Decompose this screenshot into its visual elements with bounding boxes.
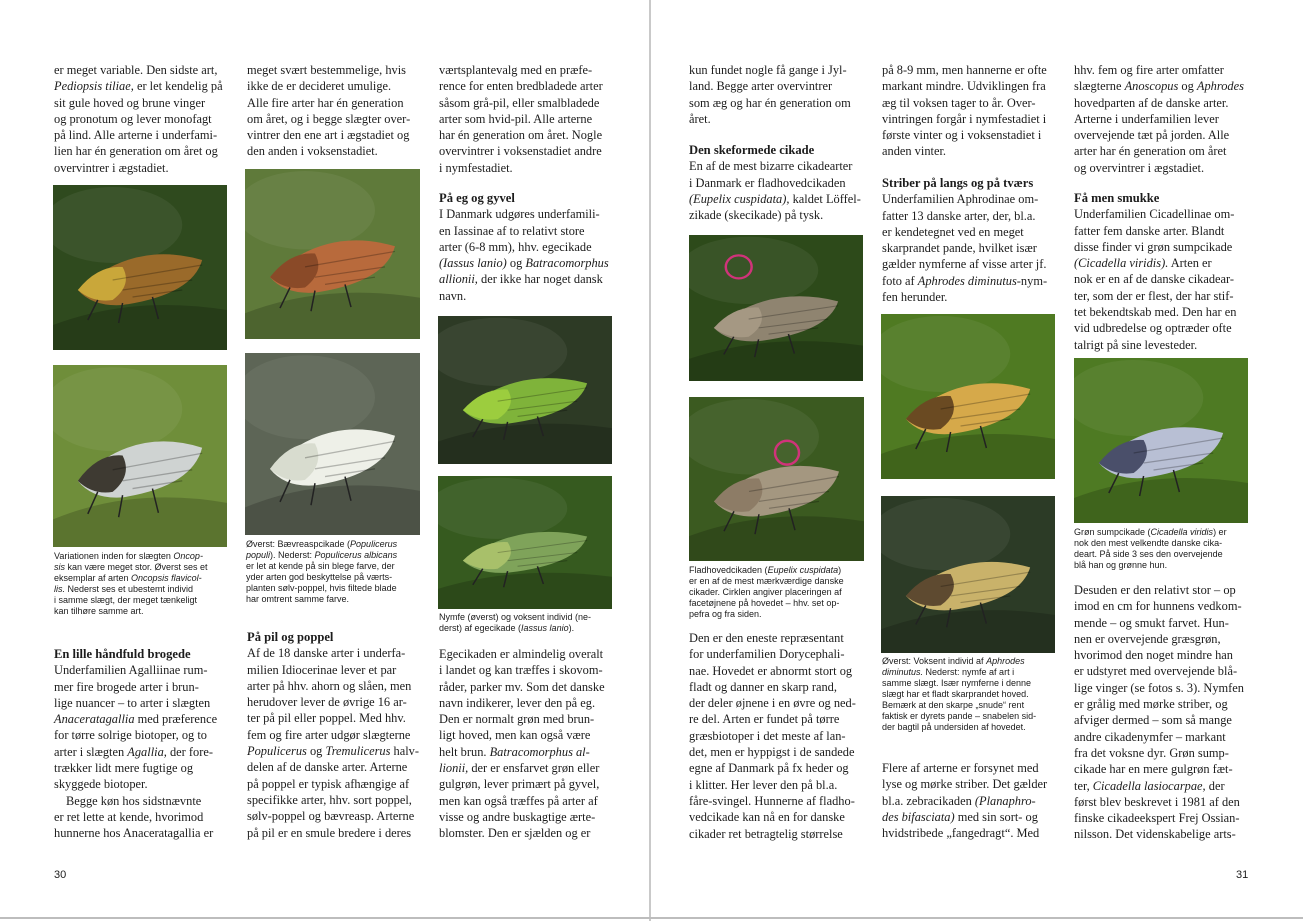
left-col1-top-text: er meget variable. Den sidste art, Pediopsis tiliae, er let kendelig på sit gule hoved og brune vinger og pronotum og lever monofagt på lind. Alle arterne i underfami- lien har én generation om året og overvintrer i ægstadiet. xyxy=(54,63,223,175)
photo-eupelix-side xyxy=(689,397,864,561)
insect-photo-graphic xyxy=(438,476,612,609)
caption-eupelix: Fladhovedcikaden (Eupelix cuspidata) er en af de mest mærkværdige danske cikader. Cirklen angiver placeringen af facetøjnene på hovedet – hhv. set op- pefra og fra siden. xyxy=(689,565,844,619)
insect-photo-graphic xyxy=(245,353,420,535)
photo-iassus-nymph xyxy=(438,316,612,464)
left-col1-caption xyxy=(54,551,234,617)
heading-faa-men-smukke: Få men smukke xyxy=(1074,191,1160,205)
right-col1-bottom xyxy=(689,630,869,842)
right-col2-bottom-text: Flere af arterne er forsynet med lyse og mørke striber. Det gælder bl.a. zebracikaden (Planaphro- des bifasciata) med sin sort- og hvidstribede „fangedragt“. Med xyxy=(882,761,1048,841)
caption-populicerus: Øverst: Bævreaspcikade (Populicerus populi). Nederst: Populicerus albicans er let at kende på sin blege farve, der yder arten god beskyttelse på værts- planten sølv-poppel, hvis filtede blade har omtrent samme farve. xyxy=(246,539,398,604)
insect-photo-graphic xyxy=(438,316,612,464)
left-col3-mid xyxy=(439,190,619,304)
left-col2-top-text: meget svært bestemmelige, hvis ikke de er decideret umulige. Alle fire arter har én generation om året, og i begge slægter over- vintrer den ene art i ægstadiet og den anden i voksenstadiet. xyxy=(247,63,411,159)
insect-photo-graphic xyxy=(53,185,227,350)
left-col3-top xyxy=(439,62,619,176)
left-col1-bottom xyxy=(54,646,232,842)
left-col1-top xyxy=(54,62,232,176)
insect-photo-graphic xyxy=(881,496,1055,653)
insect-photo-graphic xyxy=(689,235,863,381)
right-col2-top-text: på 8-9 mm, men hannerne er ofte markant mindre. Udviklingen fra æg til voksen tager to år. Over- vintringen forgår i nymfestadiet i første vinter og i voksenstadiet i anden vinter. xyxy=(882,63,1047,159)
right-col1-top-text: kun fundet nogle få gange i Jyl- land. Begge arter overvintrer som æg og har én generation om året. xyxy=(689,63,851,126)
photo-aphrodes-nymph xyxy=(881,496,1055,653)
left-col1-bottom-text: Underfamilien Agalliinae rum- mer fire brogede arter i brun- lige nuancer – to arter i slægten Anaceratagallia med præference for tørre solrige biotoper, og to arter i slægten Agallia, der fore- trækker lidt mere fugtige og skyggede biotoper. xyxy=(54,663,218,792)
right-col3-mid xyxy=(1074,190,1254,353)
caption-oncopsis: Variationen inden for slægten Oncop- sis kan være meget stor. Øverst ses et eksemplar af arten Oncopsis flavicol- lis. Nederst ses et ubestemt individ i samme slægt, der meget tænkeligt kan tilhøre samme art. xyxy=(54,551,208,616)
photo-oncopsis-dark xyxy=(53,365,227,547)
photo-aphrodes-adult xyxy=(881,314,1055,479)
heading-den-skeformede-cikade: Den skeformede cikade xyxy=(689,143,815,157)
heading-paa-pil-og-poppel: På pil og poppel xyxy=(247,630,334,644)
insect-photo-graphic xyxy=(881,314,1055,479)
left-col3-bottom xyxy=(439,646,619,842)
left-col3-top-text: værtsplantevalg med en præfe- rence for enten bredbladede arter såsom grå-pil, eller smalbladede arter som hvid-pil. Alle arterne har én generation om året. Nogle overvintrer i voksenstadiet andre i nymfestadiet. xyxy=(439,63,603,175)
insect-photo-graphic xyxy=(53,365,227,547)
bottom-rule xyxy=(0,917,1303,919)
right-col2-top xyxy=(882,62,1062,160)
left-col2-top xyxy=(247,62,425,160)
caption-iassus: Nymfe (øverst) og voksent individ (ne- derst) af egecikade (Iassus lanio). xyxy=(439,612,592,633)
right-col3-bottom-text: Desuden er den relativt stor – op imod en cm for hunnens vedkom- mende – og smukt farvet. Hun- nen er overvejende græsgrøn, hvorimod den noget mindre han er udstyret med overvejende blå- lige vinger (se fotos s. 3). Nymfen er grålig med mørke striber, og afviger dermed – som så mange andre cikadenymfer – markant fra det voksne dyr. Grøn sump- cikade har en mere gulgrøn fæt- ter, Cicadella lasiocarpae, der først blev beskrevet i 1981 af den finske cikadeekspert Frej Ossian- nilsson. Det videnskabelige arts- xyxy=(1074,583,1244,842)
photo-populicerus-albicans xyxy=(245,353,420,535)
page-number-left: 30 xyxy=(54,869,67,881)
left-col2-bottom-text: Af de 18 danske arter i underfa- milien Idiocerinae lever et par arter på hhv. ahorn og slåen, men herudover lever de øvrige 16 ar- ter på pil eller poppel. Med hhv. fem og fire arter udgør slægterne Populicerus og Tremulicerus halv- delen af de danske arter. Arterne på poppel er typisk afhængige af specifikke arter, hhv. sort poppel, sølv-poppel og bævreasp. Arterne på pil er en smule bredere i deres xyxy=(247,646,419,840)
heading-paa-eg-og-gyvel: På eg og gyvel xyxy=(439,191,515,205)
right-col2-mid xyxy=(882,175,1062,305)
right-col3-bottom xyxy=(1074,582,1254,843)
left-col1-bottom-text2: Begge køn hos sidstnævnte er ret lette at kende, hvorimod hunnerne hos Anaceratagallia er xyxy=(54,793,214,841)
heading-en-lille-haandfuld: En lille håndfuld brogede xyxy=(54,647,191,661)
heading-striber: Striber på langs og på tværs xyxy=(882,176,1034,190)
insect-photo-graphic xyxy=(245,169,420,339)
right-col3-top xyxy=(1074,62,1254,176)
right-col1-mid xyxy=(689,142,869,223)
caption-aphrodes: Øverst: Voksent individ af Aphrodes diminutus. Nederst: nymfe af art i samme slægt. Især nymferne i denne slægt har et fladt skarprandet hoved. Bemærk at den skarpe „snude“ rent faktisk er dyrets pande – snabelen sid- der bagtil på undersiden af hovedet. xyxy=(882,656,1037,732)
right-col2-caption xyxy=(882,656,1062,733)
photo-populicerus-populi xyxy=(245,169,420,339)
left-col3-bottom-text: Egecikaden er almindelig overalt i landet og kan træffes i skovom- råder, parker mv. Som det danske navn indikerer, lever den på eg. Den er normalt grøn med brun- ligt hoved, men kan også være helt brun. Batracomorphus al- lionii, der er ensfarvet grøn eller gulgrøn, lever primært på gyvel, men kan også træffes på arter af visse og andre buskagtige ærte- blomster. Den er sjælden og er xyxy=(439,647,605,841)
insect-photo-graphic xyxy=(1074,358,1248,523)
right-col1-top xyxy=(689,62,869,127)
right-col1-caption xyxy=(689,565,869,620)
right-col2-mid-text: Underfamilien Aphrodinae om- fatter 13 danske arter, der, bl.a. er kendetegnet ved en meget skarprandet pande, hvilket især gælder nymferne af visse arter jf. foto af Aphrodes diminutus-nym- fen herunder. xyxy=(882,192,1048,305)
right-col1-bottom-text: Den er den eneste repræsentant for underfamilien Dorycephali- nae. Hovedet er abnormt stort og fladt og danner en skarp rand, der deler øjnene i en øvre og ned- re del. Arten er fundet på tørre græsbiotoper i det meste af lan- det, men er hyppigst i de sandede egne af Danmark på fx heder og i klitter. Her lever den på bl.a. fåre-svingel. Hunnerne af fladho- vedcikade kan nå en for danske cikader ret betragtelig størrelse xyxy=(689,631,856,841)
photo-iassus-adult xyxy=(438,476,612,609)
insect-photo-graphic xyxy=(689,397,864,561)
left-col3-mid-text: I Danmark udgøres underfamili- en Iassinae af to relativt store arter (6-8 mm), hhv. egecikade (Iassus lanio) og Batracomorphus allionii, der ikke har noget dansk navn. xyxy=(439,207,609,303)
left-col2-bottom xyxy=(247,629,427,841)
photo-oncopsis-flavicollis xyxy=(53,185,227,350)
right-col2-bottom xyxy=(882,760,1062,841)
photo-cicadella-viridis xyxy=(1074,358,1248,523)
left-col2-caption xyxy=(246,539,426,605)
right-col3-top-text: hhv. fem og fire arter omfatter slægterne Anoscopus og Aphrodes hovedparten af de danske arter. Arterne i underfamilien lever overvejende tæt på jorden. Alle arter har én generation om året og overvintrer i ægstadiet. xyxy=(1074,63,1244,175)
page-number-right: 31 xyxy=(1236,869,1249,881)
left-col3-caption xyxy=(439,612,619,634)
photo-eupelix-top xyxy=(689,235,863,381)
right-col1-mid-text: En af de mest bizarre cikadearter i Danmark er fladhovedcikaden (Eupelix cuspidata), kaldet Löffel- zikade (skecikade) på tysk. xyxy=(689,159,861,223)
right-col3-caption xyxy=(1074,527,1254,571)
right-col3-mid-text: Underfamilien Cicadellinae om- fatter fem danske arter. Blandt disse finder vi grøn sumpcikade (Cicadella viridis). Arten er nok er en af de danske cikadear- ter, som der er flest, der har stif- tet bekendtskab med. Den har en vid udbredelse og optræder ofte talrigt på sine levesteder. xyxy=(1074,207,1237,352)
caption-cicadella: Grøn sumpcikade (Cicadella viridis) er nok den mest velkendte danske cika- deart. På side 3 ses den overvejende blå han og grønne hun. xyxy=(1074,527,1227,570)
